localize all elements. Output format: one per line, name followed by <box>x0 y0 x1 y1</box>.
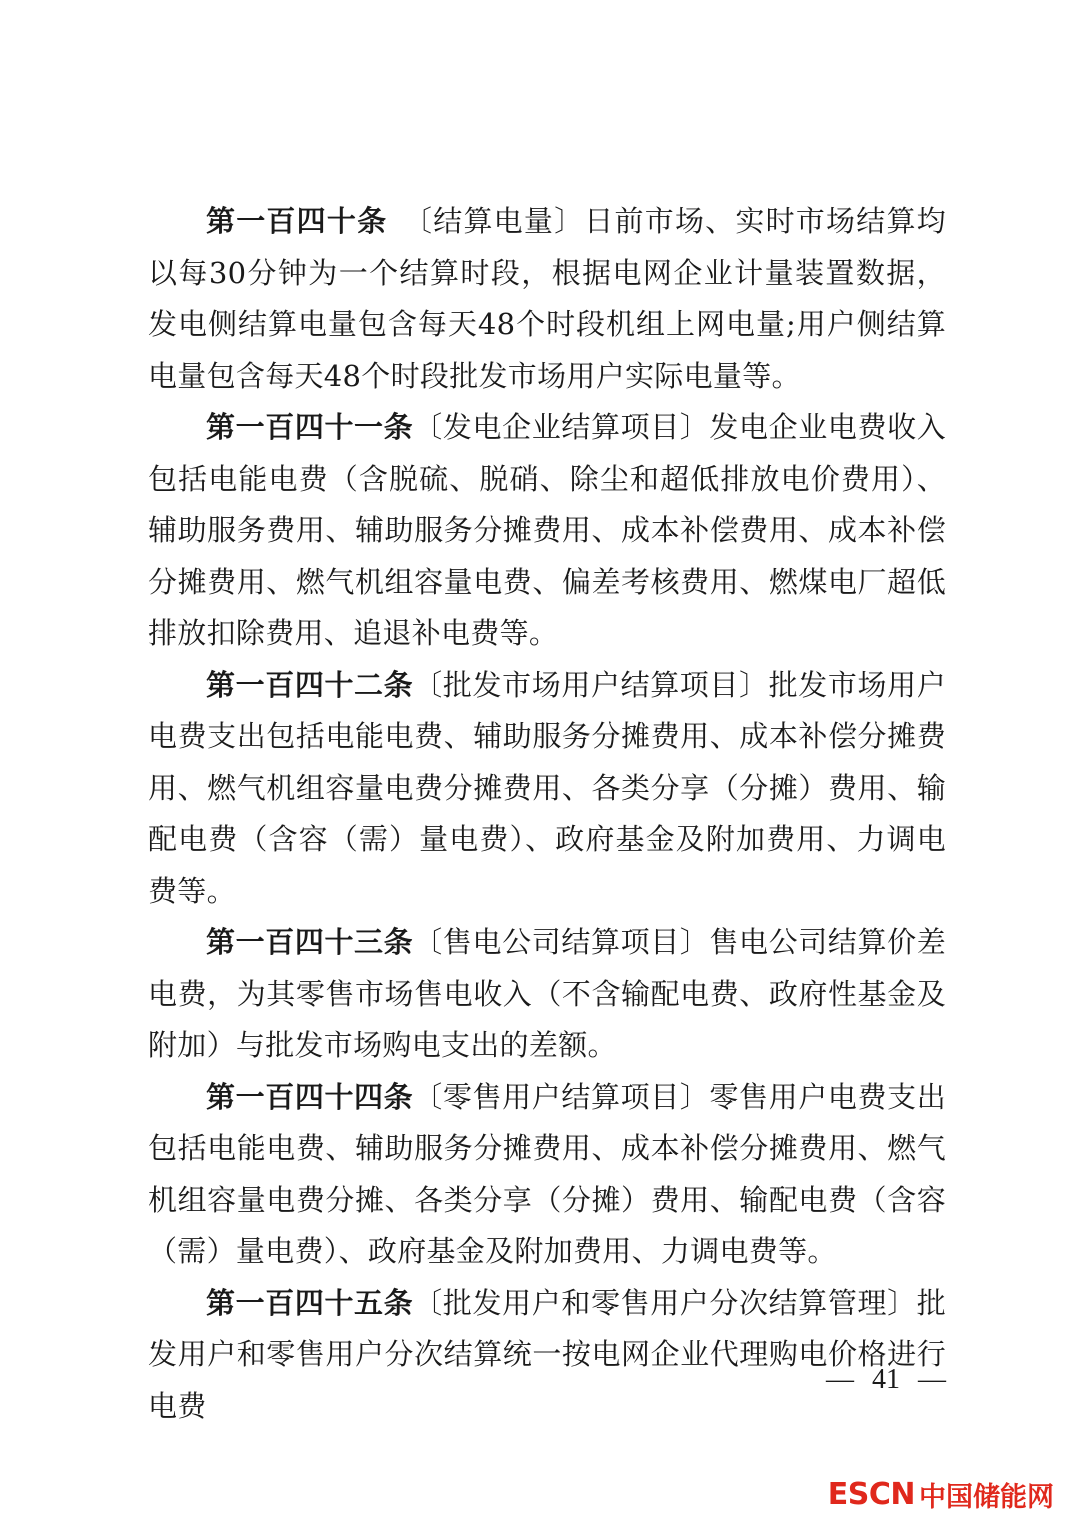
page-number-value: 41 <box>872 1364 900 1395</box>
article-140 <box>148 196 946 402</box>
article-141 <box>148 402 946 660</box>
article-title: 第一百四十二条 <box>206 667 414 702</box>
article-body: 〔结算电量〕日前市场、实时市场结算均以每30分钟为一个结算时段，根据电网企业计量装置数据，发电侧结算电量包含每天48个时段机组上网电量;用户侧结算电量包含每天48个时段批发市场用户实际电量等。 <box>148 204 946 393</box>
watermark-chinese-text: 中国储能网 <box>919 1482 1054 1513</box>
article-body: 〔零售用户结算项目〕零售用户电费支出包括电能电费、辅助服务分摊费用、成本补偿分摊费用、燃气机组容量电费分摊、各类分享（分摊）费用、输配电费（含容（需）量电费）、政府基金及附加费用、力调电费等。 <box>148 1079 946 1268</box>
article-142 <box>148 660 946 918</box>
article-title: 第一百四十五条 <box>206 1285 414 1320</box>
page-number-dash-left: — <box>826 1364 854 1395</box>
article-title: 第一百四十一条 <box>206 410 414 444</box>
article-body: 〔批发用户和零售用户分次结算管理〕批发用户和零售用户分次结算统一按电网企业代理购电价格进行电费 <box>148 1285 946 1423</box>
article-body: 〔售电公司结算项目〕售电公司结算价差电费，为其零售市场售电收入（不含输配电费、政府性基金及附加）与批发市场购电支出的差额。 <box>148 925 946 1062</box>
watermark-latin-text: ESCN <box>827 1477 915 1512</box>
page-number <box>826 1362 946 1398</box>
article-title: 第一百四十四条 <box>206 1079 414 1114</box>
document-page <box>148 196 946 1432</box>
article-body: 〔发电企业结算项目〕发电企业电费收入包括电能电费（含脱硫、脱硝、除尘和超低排放电价费用）、辅助服务费用、辅助服务分摊费用、成本补偿费用、成本补偿分摊费用、燃气机组容量电费、偏差考核费用、燃煤电厂超低排放扣除费用、追退补电费等。 <box>148 410 946 650</box>
article-body: 〔批发市场用户结算项目〕批发市场用户电费支出包括电能电费、辅助服务分摊费用、成本补偿分摊费用、燃气机组容量电费分摊费用、各类分享（分摊）费用、输配电费（含容（需）量电费）、政府基金及附加费用、力调电费等。 <box>148 667 946 908</box>
page-number-dash-right: — <box>918 1364 946 1395</box>
article-title: 第一百四十条 <box>206 204 388 238</box>
article-title: 第一百四十三条 <box>206 925 414 959</box>
escn-watermark-logo <box>828 1475 1054 1514</box>
article-144 <box>148 1072 946 1278</box>
article-143 <box>148 917 946 1072</box>
article-145 <box>148 1278 946 1433</box>
